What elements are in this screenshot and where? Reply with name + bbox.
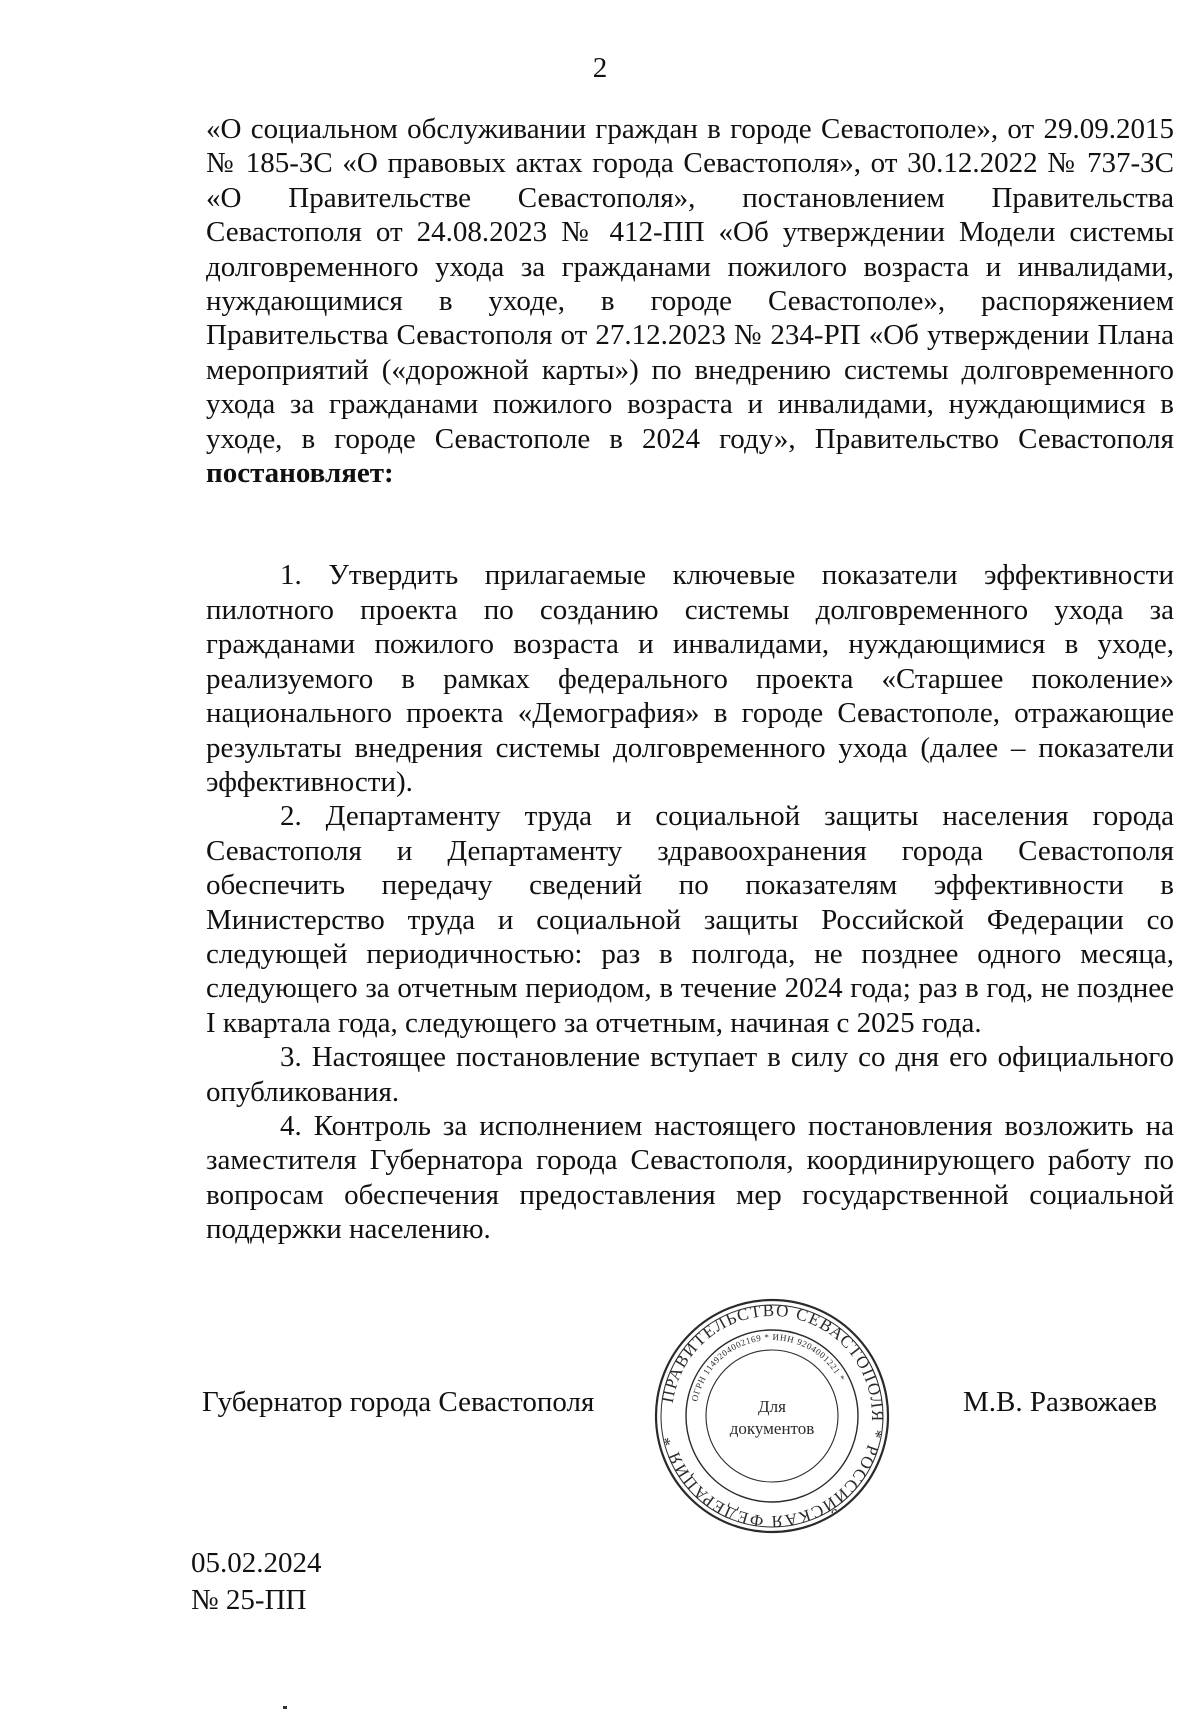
preamble-paragraph — [206, 112, 1174, 490]
page-number: 2 — [592, 52, 608, 84]
clause-2: 2. Департаменту труда и социальной защиты населения города Севастополя и Департаменту здравоохранения города Севастополя обеспечить передачу сведений по показателям эффективности в Министерство труда и социальной защиты Российской Федерации со следующей периодичностью: раз в полгода, не позднее одного месяца, следующего за отчетным периодом, в течение 2024 года; раз в год, не позднее I квартала года, следующего за отчетным, начиная с 2025 года. — [206, 800, 1174, 1039]
seal-inner-ring — [706, 1350, 838, 1482]
document-body — [206, 112, 1174, 1247]
signatory-name: М.В. Развожаев — [963, 1386, 1158, 1418]
clause-1: 1. Утвердить прилагаемые ключевые показатели эффективности пилотного проекта по созданию системы долговременного ухода за гражданами пожилого возраста и инвалидами, нуждающимися в уходе, реализуемого в рамках федерального проекта «Старшее поколение» национального проекта «Демография» в городе Севастополе, отражающие результаты внедрения системы долговременного ухода (далее – показатели эффективности). — [206, 559, 1174, 798]
document-date: 05.02.2024 — [191, 1547, 322, 1579]
clause-4: 4. Контроль за исполнением настоящего постановления возложить на заместителя Губернатора города Севастополя, координирующего работу по вопросам обеспечения предоставления мер государственной социальной поддержки населению. — [206, 1109, 1174, 1246]
signatory-title: Губернатор города Севастополя — [202, 1386, 595, 1418]
seal-outer-text: ПРАВИТЕЛЬСТВО СЕВАСТОПОЛЯ * РОССИЙСКАЯ ФЕДЕРАЦИЯ * — [657, 1300, 888, 1532]
decree-word: постановляет: — [206, 457, 394, 490]
official-seal — [652, 1296, 892, 1536]
scan-speck — [283, 1706, 287, 1709]
seal-middle-ring — [686, 1330, 858, 1502]
document-number: № 25-ПП — [191, 1584, 307, 1616]
seal-inner-text: ОГРН 1149204002169 * ИНН 9204001221 * — [689, 1331, 847, 1403]
preamble-text: «О социальном обслуживании граждан в городе Севастополе», от 29.09.2015 № 185-ЗС «О правовых актах города Севастополя», от 30.12.2022 № 737-ЗС «О Правительстве Севастополя», постановлением Правительства Севастополя от 24.08.2023 № 412-ПП «Об утверждении Модели системы долговременного ухода за гражданами пожилого возраста и инвалидами, нуждающимися в уходе, в городе Севастополе», распоряжением Правительства Севастополя от 27.12.2023 № 234-РП «Об утверждении Плана мероприятий («дорожной карты») по внедрению системы долговременного ухода за гражданами пожилого возраста и инвалидами, нуждающимися в уходе, в городе Севастополе в 2024 году», Правительство Севастополя — [206, 113, 1174, 455]
clause-3: 3. Настоящее постановление вступает в силу со дня его официального опубликования. — [206, 1041, 1174, 1108]
paragraph-gap — [206, 490, 1174, 558]
seal-center-line-2: документов — [729, 1419, 815, 1438]
seal-center-line-1: Для — [758, 1397, 786, 1416]
